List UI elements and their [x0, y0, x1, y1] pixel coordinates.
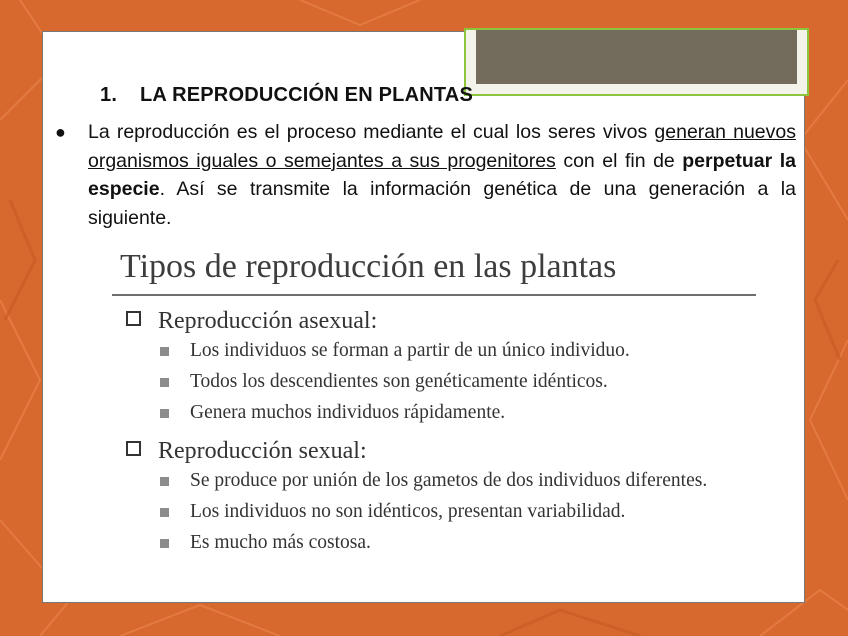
list-item [160, 468, 756, 494]
embedded-title: Tipos de reproducción en las plantas [120, 248, 617, 285]
hollow-square-bullet-icon [126, 311, 141, 326]
square-bullet-icon [160, 539, 169, 548]
square-bullet-icon [160, 508, 169, 517]
bullet-dot: ● [55, 122, 66, 142]
list-item-text: Los individuos se forman a partir de un único individuo. [190, 340, 630, 361]
title-divider [112, 294, 756, 296]
title-plaque [464, 28, 809, 96]
square-bullet-icon [160, 347, 169, 356]
hollow-square-bullet-icon [126, 441, 141, 456]
square-bullet-icon [160, 477, 169, 486]
list-item-text: Se produce por unión de los gametos de dos individuos diferentes. [190, 470, 708, 491]
section-heading-label: Reproducción asexual: [158, 308, 378, 334]
para-bold-text: perpetuar la especie [88, 149, 796, 200]
title-plaque-fill [476, 30, 797, 84]
list-item [160, 338, 756, 364]
item-list [160, 468, 756, 556]
square-bullet-icon [160, 378, 169, 387]
para-underlined-text: generan nuevos organismos iguales o semejantes a sus progenitores [88, 121, 796, 172]
heading-text: LA REPRODUCCIÓN EN PLANTAS [140, 84, 473, 106]
section-sexual [126, 434, 756, 556]
list-item-text: Todos los descendientes son genéticamente idénticos. [190, 371, 608, 392]
section-heading-label: Reproducción sexual: [158, 438, 367, 464]
section-heading-asexual [126, 304, 756, 338]
embedded-slide-image [112, 244, 756, 561]
list-item-text: Los individuos no son idénticos, presentan variabilidad. [190, 501, 626, 522]
list-item-text: Es mucho más costosa. [190, 532, 371, 553]
list-item [160, 400, 756, 426]
heading-number: 1. [100, 84, 118, 106]
list-item [160, 369, 756, 395]
intro-paragraph [88, 118, 796, 232]
list-item-text: Genera muchos individuos rápidamente. [190, 402, 506, 423]
list-item [160, 499, 756, 525]
list-item [160, 530, 756, 556]
section-heading [100, 84, 473, 107]
item-list [160, 338, 756, 426]
section-asexual [126, 304, 756, 426]
para-text-1: La reproducción es el proceso mediante el cual los seres vivos [88, 121, 655, 143]
section-heading-sexual [126, 434, 756, 468]
para-text-2: con el fin de [555, 149, 683, 172]
para-text-3: . Así se transmite la información genética de una generación a la siguiente. [88, 178, 796, 229]
square-bullet-icon [160, 409, 169, 418]
